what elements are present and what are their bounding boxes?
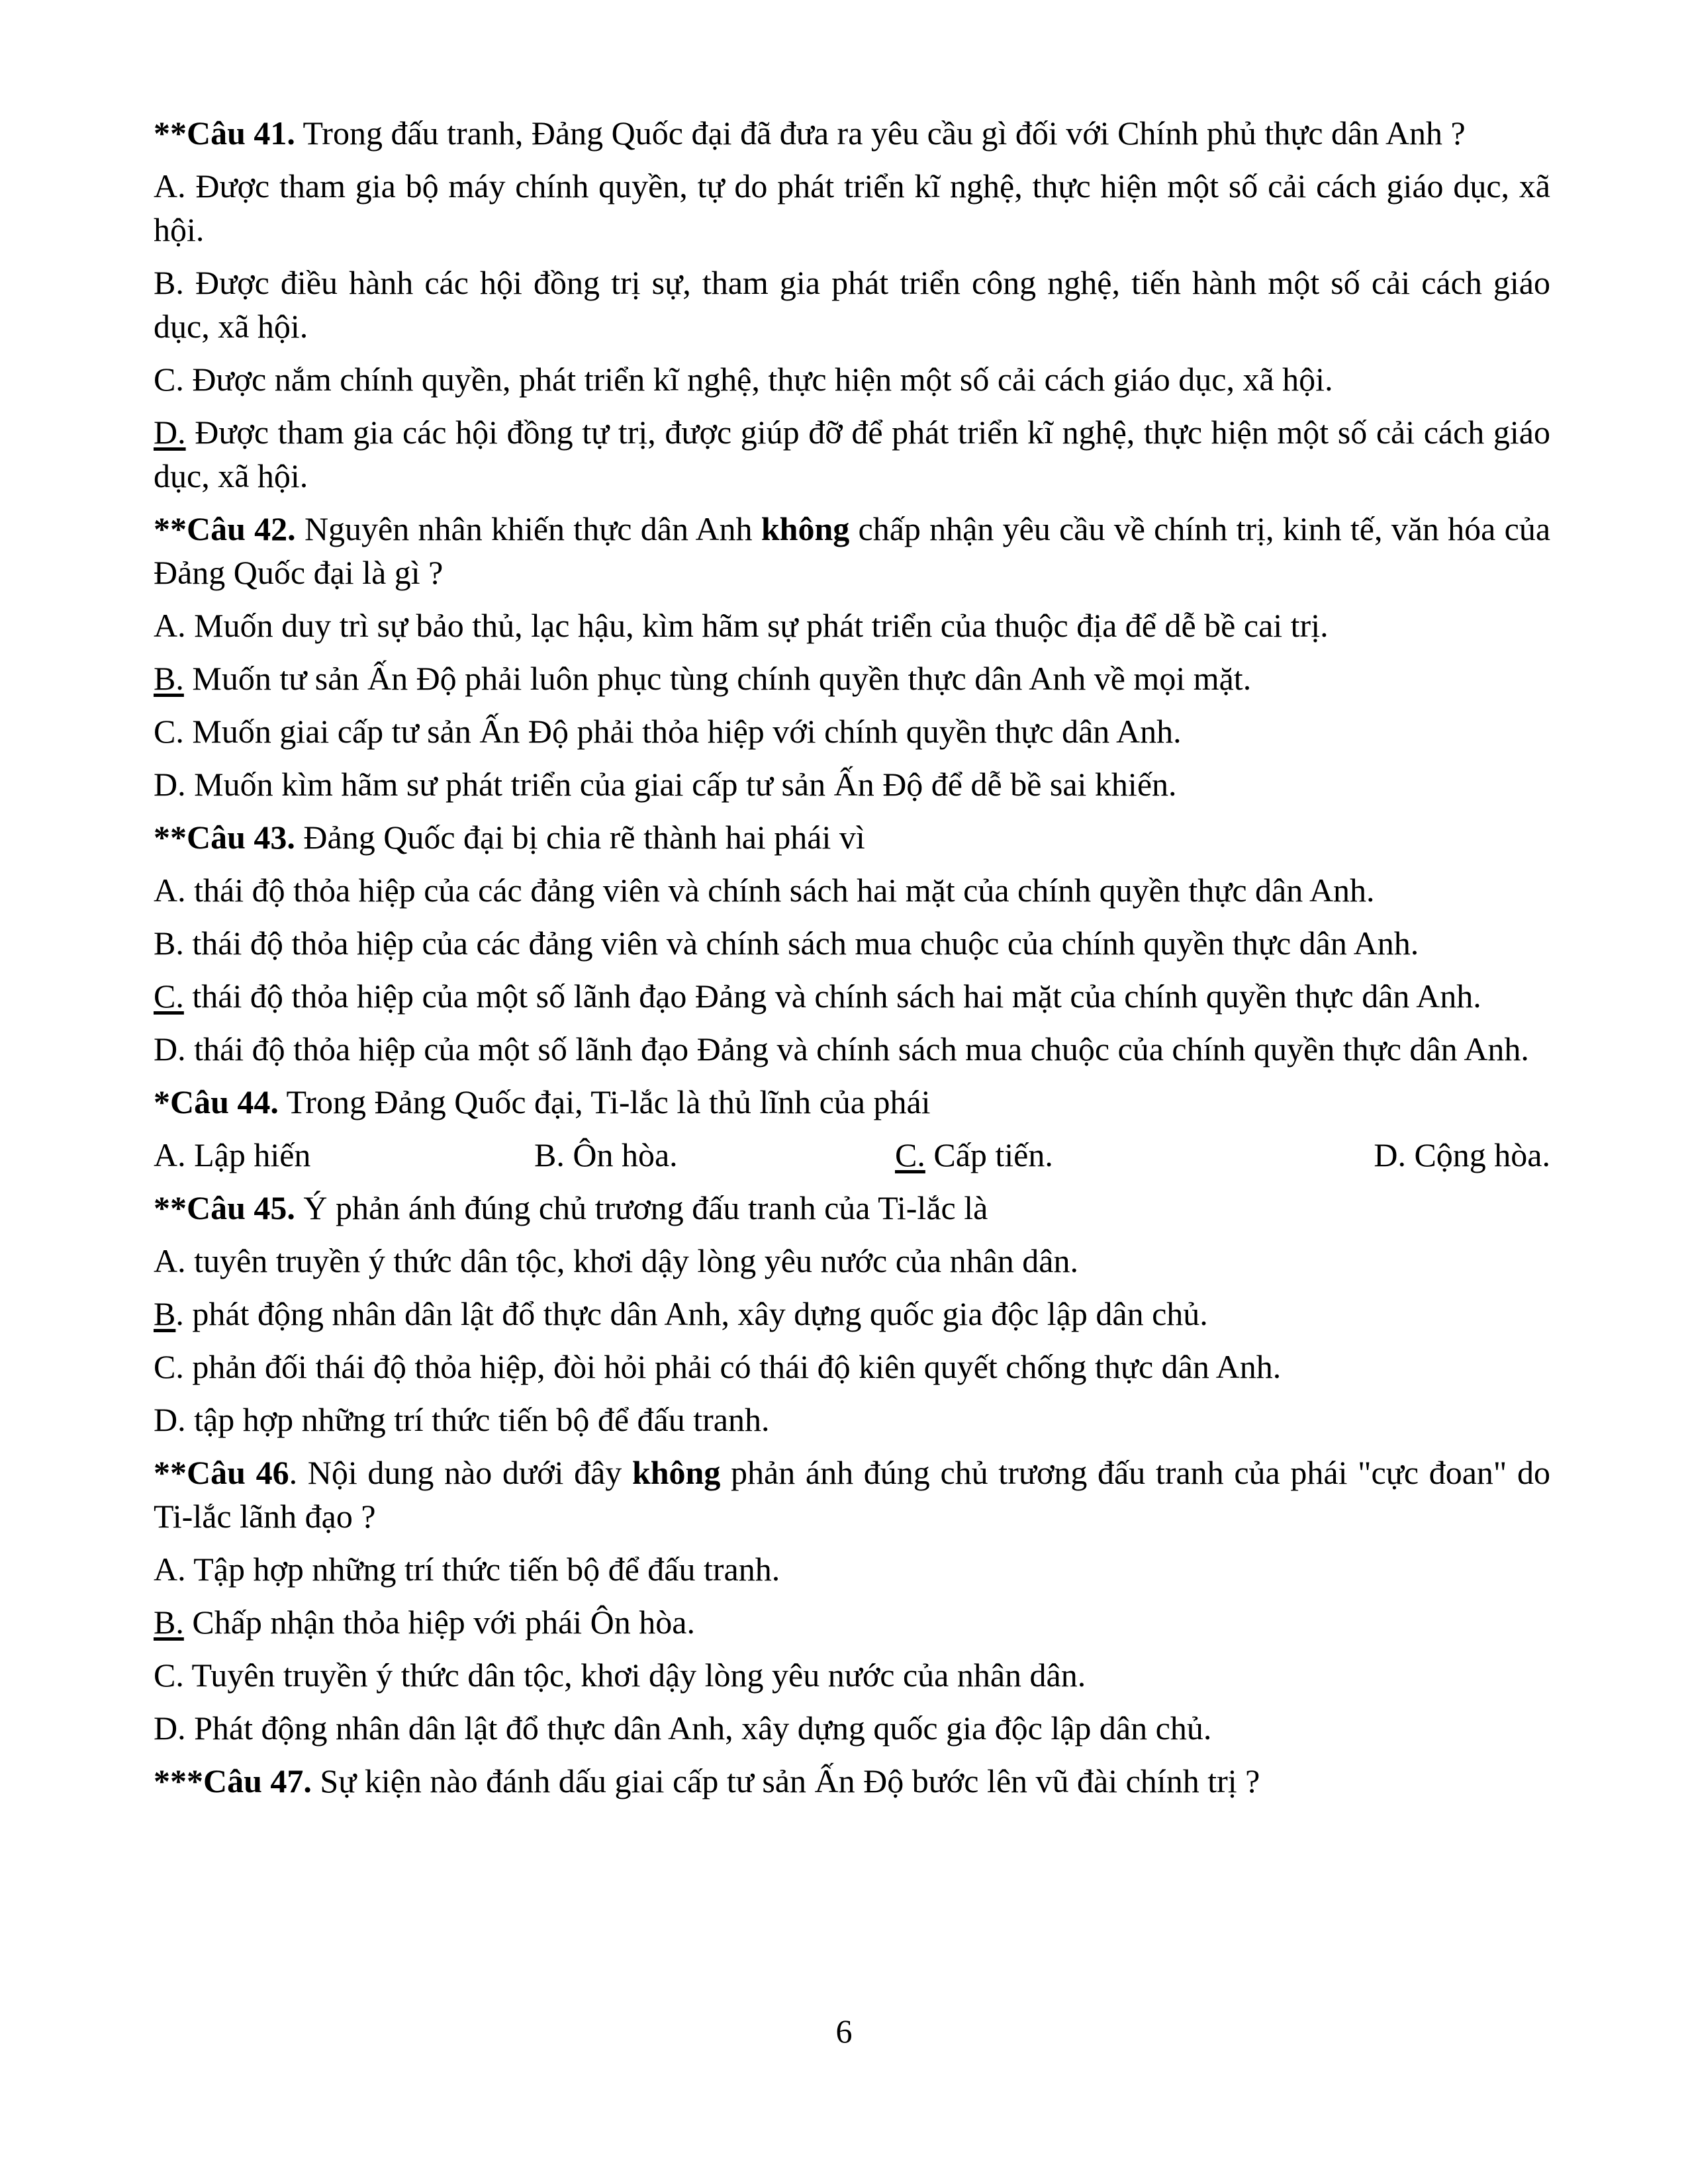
question-number: Câu 46 (187, 1454, 289, 1491)
question-47 (154, 1759, 1550, 1803)
option-text: Ôn hòa. (564, 1136, 678, 1173)
option-text: Được điều hành các hội đồng trị sự, tham gia phát triển công nghệ, tiến hành một số cải cách giáo dục, xã hội. (154, 264, 1550, 345)
answer-key: D. (154, 414, 186, 451)
question-number: Câu 44. (170, 1083, 279, 1120)
option-key: D. (154, 766, 186, 803)
question-number: Câu 47. (203, 1762, 312, 1799)
option-key: A. (154, 167, 186, 205)
option-key: A. (154, 872, 186, 909)
option-text: thái độ thỏa hiệp của các đảng viên và chính sách mua chuộc của chính quyền thực dân Anh. (183, 925, 1419, 962)
option-text: Tuyên truyền ý thức dân tộc, khơi dậy lòng yêu nước của nhân dân. (183, 1657, 1086, 1694)
option-text: phản đối thái độ thỏa hiệp, đòi hỏi phải có thái độ kiên quyết chống thực dân Anh. (183, 1348, 1282, 1385)
option-key: A. (154, 1242, 186, 1279)
question-text: Ý phản ánh đúng chủ trương đấu tranh của Ti-lắc là (295, 1189, 988, 1226)
option-text: Cấp tiến. (925, 1136, 1053, 1173)
option-key: D. (154, 1401, 186, 1438)
option-text: Muốn giai cấp tư sản Ấn Độ phải thỏa hiệp với chính quyền thực dân Anh. (183, 713, 1182, 750)
option-key: D. (1374, 1136, 1406, 1173)
q46-option-a (154, 1547, 1550, 1591)
option-key: B. (534, 1136, 565, 1173)
difficulty-stars: ** (154, 1454, 187, 1491)
q43-option-c (154, 974, 1550, 1018)
question-text: Đảng Quốc đại bị chia rẽ thành hai phái vì (295, 819, 865, 856)
q44-option-a (154, 1133, 534, 1177)
option-key: D. (154, 1030, 186, 1068)
question-number: Câu 41. (187, 114, 295, 152)
question-text: Trong Đảng Quốc đại, Ti-lắc là thủ lĩnh của phái (278, 1083, 931, 1120)
option-key: B. (154, 264, 184, 301)
question-text: Sự kiện nào đánh dấu giai cấp tư sản Ấn Độ bước lên vũ đài chính trị ? (311, 1762, 1260, 1799)
question-46 (154, 1451, 1550, 1538)
q43-option-b (154, 921, 1550, 965)
option-text: Muốn kìm hãm sư phát triển của giai cấp tư sản Ấn Độ để dễ bề sai khiến. (185, 766, 1177, 803)
difficulty-stars: ** (154, 1189, 187, 1226)
question-text: Nguyên nhân khiến thực dân Anh (295, 510, 761, 547)
option-text: Tập hợp những trí thức tiến bộ để đấu tranh. (185, 1551, 780, 1588)
option-text: thái độ thỏa hiệp của một số lãnh đạo Đảng và chính sách hai mặt của chính quyền thực dân Anh. (183, 978, 1481, 1015)
answer-key: C. (154, 978, 184, 1015)
q46-option-c (154, 1653, 1550, 1697)
difficulty-stars: ** (154, 114, 187, 152)
option-text: tập hợp những trí thức tiến bộ để đấu tranh. (185, 1401, 770, 1438)
option-text: Muốn duy trì sự bảo thủ, lạc hậu, kìm hãm sự phát triển của thuộc địa để dễ bề cai trị. (185, 607, 1329, 644)
question-45 (154, 1186, 1550, 1230)
option-text: thái độ thỏa hiệp của các đảng viên và chính sách hai mặt của chính quyền thực dân Anh. (185, 872, 1375, 909)
question-43 (154, 815, 1550, 859)
option-text: . phát động nhân dân lật đổ thực dân Anh, xây dựng quốc gia độc lập dân chủ. (175, 1295, 1208, 1332)
q44-options-row (154, 1133, 1550, 1177)
question-number: Câu 43. (187, 819, 295, 856)
difficulty-stars: ** (154, 510, 187, 547)
page-number: 6 (835, 2013, 853, 2050)
option-text: Lập hiến (185, 1136, 311, 1173)
q41-option-b (154, 261, 1550, 348)
q44-option-d (1329, 1133, 1550, 1177)
option-text: Được tham gia các hội đồng tự trị, được giúp đỡ để phát triển kĩ nghệ, thực hiện một số cải cách giáo dục, xã hội. (154, 414, 1550, 494)
option-key: A. (154, 1136, 186, 1173)
option-text: Phát động nhân dân lật đổ thực dân Anh, xây dựng quốc gia độc lập dân chủ. (185, 1709, 1212, 1747)
option-text: Được tham gia bộ máy chính quyền, tự do phát triển kĩ nghệ, thực hiện một số cải cách giáo dục, xã hội. (154, 167, 1550, 248)
q42-option-a (154, 604, 1550, 647)
q45-option-d (154, 1398, 1550, 1441)
q41-option-c (154, 357, 1550, 401)
question-number: Câu 42. (187, 510, 296, 547)
option-key: A. (154, 607, 186, 644)
difficulty-stars: *** (154, 1762, 203, 1799)
difficulty-stars: * (154, 1083, 170, 1120)
q45-option-c (154, 1345, 1550, 1388)
question-41 (154, 111, 1550, 155)
option-text: Cộng hòa. (1405, 1136, 1550, 1173)
q46-option-d (154, 1706, 1550, 1750)
option-text: thái độ thỏa hiệp của một số lãnh đạo Đảng và chính sách mua chuộc của chính quyền thực dân Anh. (185, 1030, 1529, 1068)
difficulty-stars: ** (154, 819, 187, 856)
question-44 (154, 1080, 1550, 1124)
option-key: D. (154, 1709, 186, 1747)
question-number: Câu 45. (187, 1189, 295, 1226)
q42-option-b (154, 657, 1550, 700)
document-page (154, 111, 1550, 1812)
answer-key: B (154, 1295, 176, 1332)
option-text: Muốn tư sản Ấn Độ phải luôn phục tùng chính quyền thực dân Anh về mọi mặt. (183, 660, 1252, 697)
question-42 (154, 507, 1550, 594)
option-text: Được nắm chính quyền, phát triển kĩ nghệ, thực hiện một số cải cách giáo dục, xã hội. (183, 361, 1333, 398)
q45-option-b (154, 1292, 1550, 1336)
option-key: B. (154, 925, 184, 962)
question-text: chấp nhận yêu cầu về chính trị, kinh tế, văn hóa của Đảng Quốc đại là gì ? (154, 510, 1551, 591)
q42-option-d (154, 762, 1550, 806)
option-key: C. (154, 361, 184, 398)
q44-option-c (895, 1133, 1329, 1177)
q45-option-a (154, 1239, 1550, 1283)
answer-key: C. (895, 1136, 925, 1173)
q43-option-d (154, 1027, 1550, 1071)
option-key: C. (154, 1348, 184, 1385)
question-text: Trong đấu tranh, Đảng Quốc đại đã đưa ra yêu cầu gì đối với Chính phủ thực dân Anh ? (295, 114, 1466, 152)
q41-option-a (154, 164, 1550, 251)
option-key: C. (154, 1657, 184, 1694)
q43-option-a (154, 868, 1550, 912)
q42-option-c (154, 709, 1550, 753)
q41-option-d (154, 410, 1550, 498)
question-text: . Nội dung nào dưới đây (289, 1454, 632, 1491)
question-text: phản ánh đúng chủ trương đấu tranh của phái "cực đoan" do Ti-lắc lãnh đạo ? (154, 1454, 1550, 1535)
q46-option-b (154, 1600, 1550, 1644)
question-emphasis: không (761, 510, 850, 547)
q44-option-b (534, 1133, 895, 1177)
option-text: Chấp nhận thỏa hiệp với phái Ôn hòa. (183, 1604, 695, 1641)
answer-key: B. (154, 660, 184, 697)
answer-key: B. (154, 1604, 184, 1641)
option-text: tuyên truyền ý thức dân tộc, khơi dậy lòng yêu nước của nhân dân. (185, 1242, 1078, 1279)
option-key: A. (154, 1551, 186, 1588)
question-emphasis: không (632, 1454, 721, 1491)
option-key: C. (154, 713, 184, 750)
